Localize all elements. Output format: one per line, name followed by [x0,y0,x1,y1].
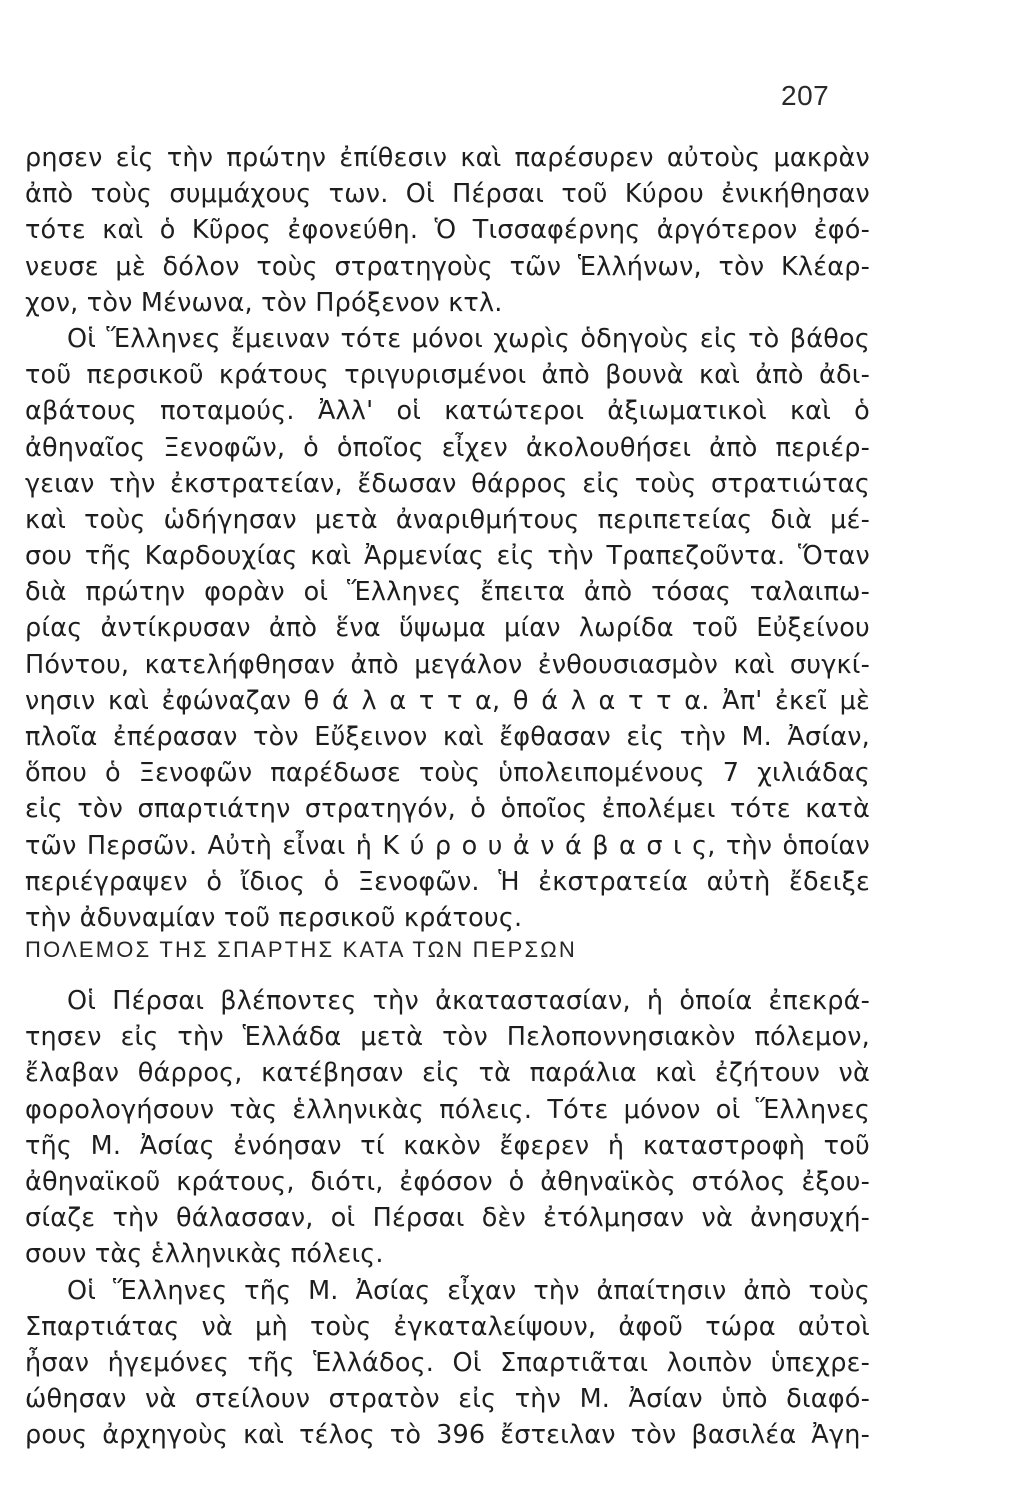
text-line: περιέγραψεν ὁ ἴδιος ὁ Ξενοφῶν. Ἡ ἐκστρατεία αὐτὴ ἔδειξε [25,866,870,897]
text-line: τοῦ περσικοῦ κράτους τριγυρισμένοι ἀπὸ βουνὰ καὶ ἀπὸ ἀδι- [25,360,870,391]
text-line: ἔλαβαν θάρρος, κατέβησαν εἰς τὰ παράλια καὶ ἐζήτουν νὰ [25,1058,870,1089]
body-text-block-1 [25,140,870,936]
text-line: ἦσαν ἡγεμόνες τῆς Ἑλλάδος. Οἱ Σπαρτιᾶται λοιπὸν ὑπεχρε- [25,1347,870,1378]
text-line: τησεν εἰς τὴν Ἑλλάδα μετὰ τὸν Πελοποννησιακὸν πόλεμον, [25,1022,870,1053]
text-line: καὶ τοὺς ὡδήγησαν μετὰ ἀναριθμήτους περιπετείας διὰ μέ- [25,504,870,535]
text-line: σου τῆς Καρδουχίας καὶ Ἀρμενίας εἰς τὴν Τραπεζοῦντα. Ὅταν [25,541,870,572]
text-line: ρίας ἀντίκρυσαν ἀπὸ ἕνα ὕψωμα μίαν λωρίδα τοῦ Εὐξείνου [25,613,870,644]
body-text-block-2 [25,983,870,1453]
text-line: Οἱ Πέρσαι βλέποντες τὴν ἀκαταστασίαν, ἡ ὁποία ἐπεκρά- [67,986,870,1016]
text-line: ὅπου ὁ Ξενοφῶν παρέδωσε τοὺς ὑπολειπομένους 7 χιλιάδας [25,758,870,789]
text-line: αβάτους ποταμούς. Ἀλλ' οἱ κατώτεροι ἀξιωματικοὶ καὶ ὁ [25,396,870,427]
text-line: τῆς Μ. Ἀσίας ἐνόησαν τί κακὸν ἔφερεν ἡ καταστροφὴ τοῦ [25,1130,870,1161]
text-line: Οἱ Ἕλληνες τῆς Μ. Ἀσίας εἶχαν τὴν ἀπαίτησιν ἀπὸ τοὺς [67,1275,870,1306]
page-number: 207 [781,80,830,111]
text-line: χον, τὸν Μένωνα, τὸν Πρόξενον κτλ. [25,287,503,318]
text-line: Σπαρτιάτας νὰ μὴ τοὺς ἐγκαταλείψουν, ἀφοῦ τώρα αὐτοὶ [25,1311,870,1342]
text-line: σίαζε τὴν θάλασσαν, οἱ Πέρσαι δὲν ἐτόλμησαν νὰ ἀνησυχή- [25,1203,870,1234]
text-line: νευσε μὲ δόλον τοὺς στρατηγοὺς τῶν Ἑλλήνων, τὸν Κλέαρ- [25,251,870,282]
text-line: διὰ πρώτην φορὰν οἱ Ἕλληνες ἔπειτα ἀπὸ τόσας ταλαιπω- [25,577,870,608]
text-line: νησιν καὶ ἐφώναζαν θ ά λ α τ τ α, θ ά λ α τ τ α. Ἀπ' ἐκεῖ μὲ [25,685,870,716]
text-line: σουν τὰς ἑλληνικὰς πόλεις. [25,1239,384,1270]
text-line: ἀθηναῖος Ξενοφῶν, ὁ ὁποῖος εἶχεν ἀκολουθήσει ἀπὸ περιέρ- [25,432,870,463]
text-line: Οἱ Ἕλληνες ἔμειναν τότε μόνοι χωρὶς ὁδηγοὺς εἰς τὸ βάθος [67,323,870,354]
text-line: ρους ἀρχηγοὺς καὶ τέλος τὸ 396 ἔστειλαν τὸν βασιλέα Ἀγη- [25,1420,870,1451]
text-line: ἀθηναϊκοῦ κράτους, διότι, ἐφόσον ὁ ἀθηναϊκὸς στόλος ἐξου- [25,1166,870,1197]
text-line: εἰς τὸν σπαρτιάτην στρατηγόν, ὁ ὁποῖος ἐπολέμει τότε κατὰ [25,794,870,825]
text-line: γειαν τὴν ἐκστρατείαν, ἔδωσαν θάρρος εἰς τοὺς στρατιώτας [25,468,870,499]
text-line: ώθησαν νὰ στείλουν στρατὸν εἰς τὴν Μ. Ἀσίαν ὑπὸ διαφό- [25,1384,870,1415]
text-line: Πόντου, κατελήφθησαν ἀπὸ μεγάλον ἐνθουσιασμὸν καὶ συγκί- [25,649,870,680]
text-line: πλοῖα ἐπέρασαν τὸν Εὔξεινον καὶ ἔφθασαν εἰς τὴν Μ. Ἀσίαν, [25,722,870,752]
text-line: τότε καὶ ὁ Κῦρος ἐφονεύθη. Ὁ Τισσαφέρνης ἀργότερον ἐφό- [25,215,870,246]
text-line: ρησεν εἰς τὴν πρώτην ἐπίθεσιν καὶ παρέσυρεν αὐτοὺς μακρὰν [25,143,870,173]
section-heading: ΠΟΛΕΜΟΣ ΤΗΣ ΣΠΑΡΤΗΣ ΚΑΤΑ ΤΩΝ ΠΕΡΣΩΝ [25,937,577,962]
text-line: φορολογήσουν τὰς ἑλληνικὰς πόλεις. Τότε μόνον οἱ Ἕλληνες [25,1094,870,1125]
text-line: τῶν Περσῶν. Αὐτὴ εἶναι ἡ Κ ύ ρ ο υ ἀ ν ά β α σ ι ς, τὴν ὁποίαν [25,830,870,861]
text-line: τὴν ἀδυναμίαν τοῦ περσικοῦ κράτους. [25,902,523,933]
text-line: ἀπὸ τοὺς συμμάχους των. Οἱ Πέρσαι τοῦ Κύρου ἐνικήθησαν [25,179,870,210]
